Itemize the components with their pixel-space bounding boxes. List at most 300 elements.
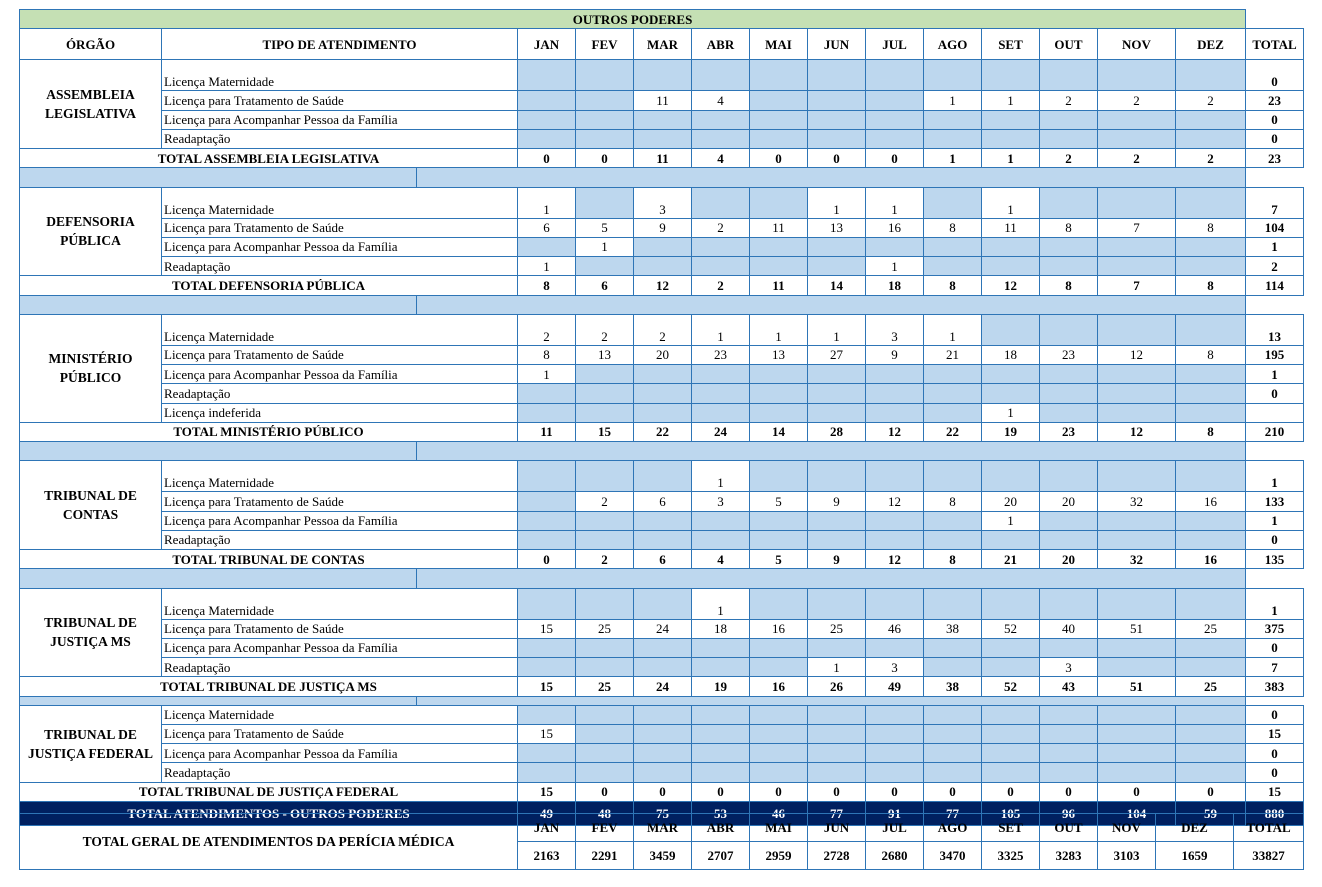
month-value xyxy=(866,588,924,619)
row-total: 104 xyxy=(1246,218,1304,237)
section-total-value: 0 xyxy=(808,149,866,168)
month-value xyxy=(518,705,576,724)
geral-value: 2163 xyxy=(518,842,576,870)
month-value xyxy=(866,237,924,256)
spacer-cell xyxy=(417,696,1246,705)
month-value xyxy=(1176,314,1246,345)
tipo-atendimento: Licença para Tratamento de Saúde xyxy=(162,492,518,511)
table-row xyxy=(20,705,1304,724)
month-value xyxy=(750,365,808,384)
month-value: 1 xyxy=(750,314,808,345)
month-value xyxy=(982,365,1040,384)
month-value xyxy=(1040,384,1098,403)
geral-month: OUT xyxy=(1040,814,1098,842)
final-total-value: 91 xyxy=(866,801,924,825)
total-geral-table xyxy=(19,813,1304,870)
month-value xyxy=(634,237,692,256)
section-total-value: 0 xyxy=(808,782,866,801)
section-total-value: 24 xyxy=(634,677,692,696)
month-value xyxy=(576,705,634,724)
month-value: 1 xyxy=(692,461,750,492)
month-value xyxy=(1040,724,1098,743)
month-value: 1 xyxy=(866,257,924,276)
table-row xyxy=(20,588,1304,619)
month-value xyxy=(692,638,750,657)
section-total-value: 8 xyxy=(1176,276,1246,295)
table-row xyxy=(20,91,1304,110)
month-value xyxy=(866,744,924,763)
section-grand-total: 114 xyxy=(1246,276,1304,295)
month-value xyxy=(1040,588,1098,619)
section-grand-total: 210 xyxy=(1246,422,1304,441)
row-total: 1 xyxy=(1246,461,1304,492)
tipo-atendimento: Readaptação xyxy=(162,763,518,782)
month-value xyxy=(1098,658,1176,677)
month-value xyxy=(808,638,866,657)
month-value xyxy=(1098,60,1176,91)
section-total-value: 25 xyxy=(1176,677,1246,696)
section-total-value: 21 xyxy=(982,550,1040,569)
final-total-label: TOTAL ATENDIMENTOS - OUTROS PODERES xyxy=(20,801,518,825)
month-value xyxy=(866,384,924,403)
section-total-value: 15 xyxy=(518,677,576,696)
month-value xyxy=(1040,763,1098,782)
section-total-value: 0 xyxy=(1040,782,1098,801)
month-value xyxy=(924,257,982,276)
month-value xyxy=(576,763,634,782)
month-value: 4 xyxy=(692,91,750,110)
header-month: DEZ xyxy=(1176,29,1246,60)
tipo-atendimento: Licença para Tratamento de Saúde xyxy=(162,345,518,364)
header-month: NOV xyxy=(1098,29,1176,60)
month-value xyxy=(518,129,576,148)
month-value xyxy=(1040,705,1098,724)
month-value xyxy=(692,384,750,403)
month-value xyxy=(692,744,750,763)
section-total-value: 8 xyxy=(924,276,982,295)
month-value xyxy=(1176,384,1246,403)
section-total-value: 9 xyxy=(808,550,866,569)
month-value xyxy=(1098,724,1176,743)
geral-value: 2291 xyxy=(576,842,634,870)
row-total: 15 xyxy=(1246,724,1304,743)
month-value: 9 xyxy=(808,492,866,511)
row-total: 0 xyxy=(1246,129,1304,148)
final-total-value: 53 xyxy=(692,801,750,825)
month-value xyxy=(1040,257,1098,276)
geral-header-row xyxy=(20,814,1304,842)
month-value xyxy=(518,492,576,511)
month-value xyxy=(1176,763,1246,782)
header-month: MAR xyxy=(634,29,692,60)
month-value xyxy=(866,365,924,384)
section-total-label: TOTAL TRIBUNAL DE CONTAS xyxy=(20,550,518,569)
month-value xyxy=(924,744,982,763)
month-value: 6 xyxy=(518,218,576,237)
month-value: 25 xyxy=(576,619,634,638)
row-total: 1 xyxy=(1246,365,1304,384)
month-value xyxy=(692,187,750,218)
month-value xyxy=(518,110,576,129)
month-value xyxy=(924,588,982,619)
section-total-value: 11 xyxy=(634,149,692,168)
final-total-value: 75 xyxy=(634,801,692,825)
month-value xyxy=(924,187,982,218)
month-value xyxy=(750,511,808,530)
header-month: JAN xyxy=(518,29,576,60)
geral-month: JAN xyxy=(518,814,576,842)
month-value xyxy=(1098,187,1176,218)
month-value xyxy=(576,744,634,763)
tipo-atendimento: Licença indeferida xyxy=(162,403,518,422)
month-value xyxy=(866,461,924,492)
month-value: 1 xyxy=(518,257,576,276)
section-total-row xyxy=(20,782,1304,801)
section-total-row xyxy=(20,550,1304,569)
month-value xyxy=(634,511,692,530)
month-value: 40 xyxy=(1040,619,1098,638)
month-value xyxy=(866,110,924,129)
tipo-atendimento: Readaptação xyxy=(162,384,518,403)
tipo-atendimento: Licença para Tratamento de Saúde xyxy=(162,724,518,743)
section-total-value: 8 xyxy=(924,550,982,569)
month-value: 1 xyxy=(924,314,982,345)
header-month: AGO xyxy=(924,29,982,60)
tipo-atendimento: Licença para Acompanhar Pessoa da Família xyxy=(162,365,518,384)
geral-month: DEZ xyxy=(1156,814,1234,842)
month-value xyxy=(808,705,866,724)
month-value: 13 xyxy=(808,218,866,237)
month-value xyxy=(750,60,808,91)
row-total: 13 xyxy=(1246,314,1304,345)
month-value xyxy=(1176,638,1246,657)
geral-value: 2959 xyxy=(750,842,808,870)
month-value: 23 xyxy=(692,345,750,364)
section-total-value: 38 xyxy=(924,677,982,696)
section-total-value: 2 xyxy=(576,550,634,569)
row-total: 0 xyxy=(1246,60,1304,91)
spacer-cell xyxy=(20,168,417,187)
month-value: 6 xyxy=(634,492,692,511)
month-value xyxy=(1176,588,1246,619)
month-value: 1 xyxy=(576,237,634,256)
final-total-value: 49 xyxy=(518,801,576,825)
month-value xyxy=(1098,110,1176,129)
final-total-value: 105 xyxy=(982,801,1040,825)
geral-value: 2728 xyxy=(808,842,866,870)
month-value: 8 xyxy=(924,218,982,237)
section-total-value: 2 xyxy=(692,276,750,295)
section-total-value: 0 xyxy=(634,782,692,801)
section-total-value: 1 xyxy=(982,149,1040,168)
section-total-value: 43 xyxy=(1040,677,1098,696)
month-value xyxy=(808,365,866,384)
section-total-value: 0 xyxy=(982,782,1040,801)
month-value xyxy=(518,530,576,549)
month-value xyxy=(692,403,750,422)
section-total-value: 11 xyxy=(750,276,808,295)
month-value xyxy=(692,237,750,256)
geral-month: NOV xyxy=(1098,814,1156,842)
final-total-value: 104 xyxy=(1098,801,1176,825)
section-total-value: 0 xyxy=(518,149,576,168)
table-row xyxy=(20,511,1304,530)
section-total-value: 19 xyxy=(692,677,750,696)
geral-value: 3459 xyxy=(634,842,692,870)
section-total-label: TOTAL MINISTÉRIO PÚBLICO xyxy=(20,422,518,441)
section-total-value: 15 xyxy=(576,422,634,441)
month-value xyxy=(576,511,634,530)
section-total-value: 0 xyxy=(576,149,634,168)
section-total-value: 2 xyxy=(1098,149,1176,168)
month-value xyxy=(1040,314,1098,345)
section-total-value: 12 xyxy=(634,276,692,295)
month-value xyxy=(634,365,692,384)
month-value xyxy=(924,705,982,724)
section-total-value: 12 xyxy=(866,550,924,569)
section-total-value: 0 xyxy=(750,782,808,801)
month-value xyxy=(692,511,750,530)
month-value xyxy=(924,237,982,256)
month-value xyxy=(808,461,866,492)
section-total-value: 0 xyxy=(866,782,924,801)
section-total-value: 20 xyxy=(1040,550,1098,569)
month-value xyxy=(1098,588,1176,619)
month-value: 1 xyxy=(808,187,866,218)
month-value xyxy=(576,110,634,129)
month-value xyxy=(808,511,866,530)
tipo-atendimento: Licença para Tratamento de Saúde xyxy=(162,91,518,110)
header-tipo: TIPO DE ATENDIMENTO xyxy=(162,29,518,60)
month-value: 8 xyxy=(924,492,982,511)
month-value xyxy=(924,403,982,422)
month-value xyxy=(1098,129,1176,148)
month-value xyxy=(1098,530,1176,549)
month-value xyxy=(692,60,750,91)
final-total-value: 46 xyxy=(750,801,808,825)
month-value xyxy=(634,60,692,91)
month-value: 32 xyxy=(1098,492,1176,511)
header-month: JUL xyxy=(866,29,924,60)
geral-value: 1659 xyxy=(1156,842,1234,870)
month-value xyxy=(1176,511,1246,530)
geral-month: ABR xyxy=(692,814,750,842)
month-value xyxy=(1176,60,1246,91)
month-value: 1 xyxy=(924,91,982,110)
month-value xyxy=(1040,187,1098,218)
section-total-label: TOTAL TRIBUNAL DE JUSTIÇA FEDERAL xyxy=(20,782,518,801)
geral-month: AGO xyxy=(924,814,982,842)
month-value xyxy=(750,187,808,218)
month-value xyxy=(982,129,1040,148)
section-total-value: 0 xyxy=(692,782,750,801)
table-row xyxy=(20,129,1304,148)
month-value: 8 xyxy=(1176,345,1246,364)
month-value xyxy=(576,530,634,549)
geral-month: MAI xyxy=(750,814,808,842)
month-value xyxy=(1176,237,1246,256)
section-total-value: 8 xyxy=(1040,276,1098,295)
month-value: 2 xyxy=(576,314,634,345)
month-value: 20 xyxy=(982,492,1040,511)
month-value: 1 xyxy=(982,91,1040,110)
month-value: 1 xyxy=(808,314,866,345)
month-value: 15 xyxy=(518,724,576,743)
month-value xyxy=(750,91,808,110)
section-total-value: 5 xyxy=(750,550,808,569)
month-value xyxy=(808,110,866,129)
month-value xyxy=(634,763,692,782)
month-value xyxy=(924,763,982,782)
month-value xyxy=(982,110,1040,129)
month-value: 2 xyxy=(518,314,576,345)
tipo-atendimento: Licença Maternidade xyxy=(162,314,518,345)
tipo-atendimento: Readaptação xyxy=(162,530,518,549)
month-value xyxy=(576,187,634,218)
month-value xyxy=(1176,658,1246,677)
month-value xyxy=(866,705,924,724)
section-total-value: 0 xyxy=(750,149,808,168)
month-value xyxy=(750,237,808,256)
month-value xyxy=(518,384,576,403)
spacer-cell xyxy=(20,569,417,588)
month-value: 2 xyxy=(692,218,750,237)
table-row xyxy=(20,237,1304,256)
month-value: 51 xyxy=(1098,619,1176,638)
header-month: MAI xyxy=(750,29,808,60)
month-value xyxy=(982,60,1040,91)
month-value xyxy=(750,403,808,422)
month-value xyxy=(1098,461,1176,492)
row-total: 23 xyxy=(1246,91,1304,110)
geral-value: 3470 xyxy=(924,842,982,870)
month-value xyxy=(808,403,866,422)
month-value xyxy=(634,724,692,743)
month-value: 1 xyxy=(982,511,1040,530)
spacer-row xyxy=(20,696,1304,705)
section-total-value: 49 xyxy=(866,677,924,696)
month-value xyxy=(1176,129,1246,148)
table-row xyxy=(20,619,1304,638)
month-value: 1 xyxy=(518,187,576,218)
month-value xyxy=(982,658,1040,677)
month-value xyxy=(576,365,634,384)
table-row xyxy=(20,763,1304,782)
month-value xyxy=(692,365,750,384)
month-value: 9 xyxy=(866,345,924,364)
month-value xyxy=(750,724,808,743)
month-value xyxy=(634,744,692,763)
section-total-value: 0 xyxy=(576,782,634,801)
month-value: 1 xyxy=(866,187,924,218)
month-value xyxy=(634,638,692,657)
month-value: 1 xyxy=(808,658,866,677)
month-value: 25 xyxy=(1176,619,1246,638)
month-value: 7 xyxy=(1098,218,1176,237)
month-value xyxy=(518,638,576,657)
title-row xyxy=(20,10,1304,29)
tipo-atendimento: Readaptação xyxy=(162,658,518,677)
section-total-value: 23 xyxy=(1040,422,1098,441)
month-value xyxy=(1098,237,1176,256)
month-value xyxy=(924,60,982,91)
geral-month: FEV xyxy=(576,814,634,842)
month-value xyxy=(866,403,924,422)
month-value xyxy=(1098,314,1176,345)
table-row xyxy=(20,384,1304,403)
month-value xyxy=(808,129,866,148)
month-value xyxy=(808,237,866,256)
month-value xyxy=(1176,724,1246,743)
month-value xyxy=(1098,763,1176,782)
month-value xyxy=(634,129,692,148)
section-total-value: 16 xyxy=(1176,550,1246,569)
header-month: JUN xyxy=(808,29,866,60)
geral-month: JUN xyxy=(808,814,866,842)
final-total-value: 77 xyxy=(924,801,982,825)
month-value xyxy=(576,588,634,619)
spacer-cell xyxy=(20,442,417,461)
section-total-value: 25 xyxy=(576,677,634,696)
month-value xyxy=(1040,530,1098,549)
row-total: 1 xyxy=(1246,511,1304,530)
section-total-row xyxy=(20,276,1304,295)
month-value: 2 xyxy=(634,314,692,345)
geral-month: SET xyxy=(982,814,1040,842)
month-value xyxy=(1098,638,1176,657)
month-value: 2 xyxy=(1040,91,1098,110)
orgao-name: ASSEMBLEIA LEGISLATIVA xyxy=(20,60,162,149)
row-total xyxy=(1246,403,1304,422)
header-orgao: ÓRGÃO xyxy=(20,29,162,60)
month-value xyxy=(808,257,866,276)
month-value xyxy=(1040,403,1098,422)
month-value xyxy=(750,257,808,276)
section-grand-total: 23 xyxy=(1246,149,1304,168)
month-value xyxy=(924,638,982,657)
month-value xyxy=(518,511,576,530)
month-value xyxy=(634,461,692,492)
month-value xyxy=(750,744,808,763)
month-value xyxy=(1176,257,1246,276)
table-row xyxy=(20,724,1304,743)
month-value xyxy=(518,763,576,782)
section-total-row xyxy=(20,149,1304,168)
table-row xyxy=(20,530,1304,549)
geral-total-header: TOTAL xyxy=(1234,814,1304,842)
geral-month: JUL xyxy=(866,814,924,842)
spacer-row xyxy=(20,168,1304,187)
table-row xyxy=(20,638,1304,657)
section-total-value: 12 xyxy=(1098,422,1176,441)
month-value xyxy=(1040,744,1098,763)
table-row xyxy=(20,187,1304,218)
section-total-label: TOTAL TRIBUNAL DE JUSTIÇA MS xyxy=(20,677,518,696)
header-month: SET xyxy=(982,29,1040,60)
month-value xyxy=(576,91,634,110)
section-total-value: 18 xyxy=(866,276,924,295)
month-value: 11 xyxy=(750,218,808,237)
spacer-cell xyxy=(417,168,1246,187)
table-row xyxy=(20,403,1304,422)
month-value xyxy=(1176,365,1246,384)
tipo-atendimento: Licença para Acompanhar Pessoa da Família xyxy=(162,744,518,763)
spacer-row xyxy=(20,442,1304,461)
month-value xyxy=(982,705,1040,724)
month-value xyxy=(1176,403,1246,422)
month-value xyxy=(692,658,750,677)
final-total-value: 59 xyxy=(1176,801,1246,825)
